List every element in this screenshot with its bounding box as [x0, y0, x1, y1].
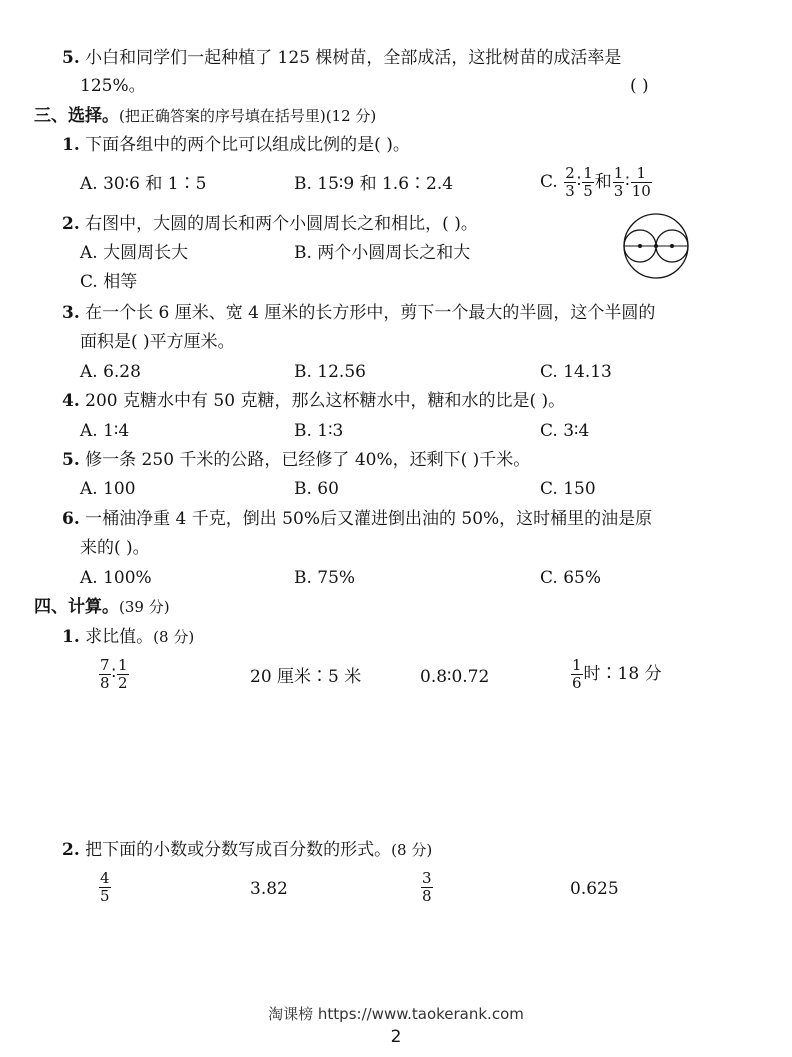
s3-question-5: 5. 修一条 250 千米的公路，已经修了 40%，还剩下( )千米。: [62, 450, 531, 470]
fraction: $\frac{1}{3}$: [613, 164, 624, 200]
s3-q4-option-b: B. 1∶3: [294, 421, 344, 441]
s3-q6-option-c: C. 65%: [540, 568, 601, 588]
s3-q1-option-c: C. $\frac{2}{3}$ ∶ $\frac{1}{5}$ 和 $\frac{1}{3}$ ∶ $\frac{1}{10}$: [540, 164, 651, 200]
s3-q3-line2: 面积是( )平方厘米。: [80, 332, 235, 352]
s4-q2-expr-4: 0.625: [570, 879, 619, 899]
s3-q3-option-b: B. 12.56: [294, 362, 366, 382]
fraction: $\frac{3}{8}$: [422, 869, 432, 905]
s3-q5-option-b: B. 60: [294, 479, 339, 499]
s3-q5-option-a: A. 100: [80, 479, 136, 499]
s4-q1-expr-1: $\frac{7}{8}$ ∶ $\frac{1}{2}$: [100, 656, 128, 692]
s3-q3-option-a: A. 6.28: [80, 362, 141, 382]
fraction: $\frac{2}{3}$: [565, 164, 575, 200]
s3-question-6: 6. 一桶油净重 4 千克，倒出 50%后又灌进倒出油的 50%，这时桶里的油是原: [62, 509, 653, 529]
s3-q2-option-b: B. 两个小圆周长之和大: [294, 243, 471, 263]
watermark-text: 淘课榜 https://www.taokerank.com: [268, 1005, 524, 1023]
fraction: $\frac{1}{6}$: [572, 656, 582, 692]
s4-q2-expr-2: 3.82: [250, 879, 288, 899]
s3-q2-option-c: C. 相等: [80, 272, 138, 292]
section-3-heading: 三、选择。(把正确答案的序号填在括号里)(12 分): [34, 106, 377, 126]
s3-q1-option-a: A. 30∶6 和 1∶5: [80, 174, 207, 194]
s3-question-1: 1. 下面各组中的两个比可以组成比例的是( )。: [62, 135, 410, 155]
fraction: $\frac{7}{8}$: [100, 656, 110, 692]
s3-q2-option-a: A. 大圆周长大: [80, 243, 189, 263]
circles-figure: [622, 212, 690, 280]
s3-question-3: 3. 在一个长 6 厘米、宽 4 厘米的长方形中，剪下一个最大的半圆，这个半圆的: [62, 303, 656, 323]
fraction: $\frac{4}{5}$: [100, 869, 110, 905]
fraction: $\frac{1}{2}$: [117, 656, 128, 692]
s3-q3-option-c: C. 14.13: [540, 362, 612, 382]
s4-q1-expr-2: 20 厘米∶5 米: [250, 667, 362, 687]
s3-q4-option-a: A. 1∶4: [80, 421, 130, 441]
s4-q1-expr-4: $\frac{1}{6}$ 时∶18 分: [572, 656, 662, 692]
s3-q6-option-a: A. 100%: [80, 568, 152, 588]
s3-q4-option-c: C. 3∶4: [540, 421, 590, 441]
answer-paren: ( ): [630, 76, 649, 96]
page-number: 2: [390, 1027, 402, 1047]
s4-question-1: 1. 求比值。(8 分): [62, 627, 195, 647]
s3-question-2: 2. 右图中，大圆的周长和两个小圆周长之和相比，( )。: [62, 214, 478, 234]
s4-q1-expr-3: 0.8∶0.72: [420, 667, 490, 687]
s3-q6-line2: 来的( )。: [80, 538, 150, 558]
s3-q6-option-b: B. 75%: [294, 568, 356, 588]
s4-q2-expr-1: [98, 871, 112, 904]
s3-question-4: 4. 200 克糖水中有 50 克糖，那么这杯糖水中，糖和水的比是( )。: [62, 391, 566, 411]
fraction: $\frac{1}{10}$: [631, 164, 651, 200]
s3-q5-option-c: C. 150: [540, 479, 596, 499]
s4-q2-expr-3: [420, 871, 434, 904]
fraction: $\frac{1}{5}$: [583, 164, 593, 200]
question-5-line1: 5. 小白和同学们一起种植了 125 棵树苗，全部成活，这批树苗的成活率是: [62, 48, 622, 68]
s3-q1-option-b: B. 15∶9 和 1.6∶2.4: [294, 174, 454, 194]
section-4-heading: 四、计算。(39 分): [34, 597, 170, 617]
s4-question-2: 2. 把下面的小数或分数写成百分数的形式。(8 分): [62, 840, 433, 860]
question-5-line2: 125%。: [80, 76, 146, 96]
